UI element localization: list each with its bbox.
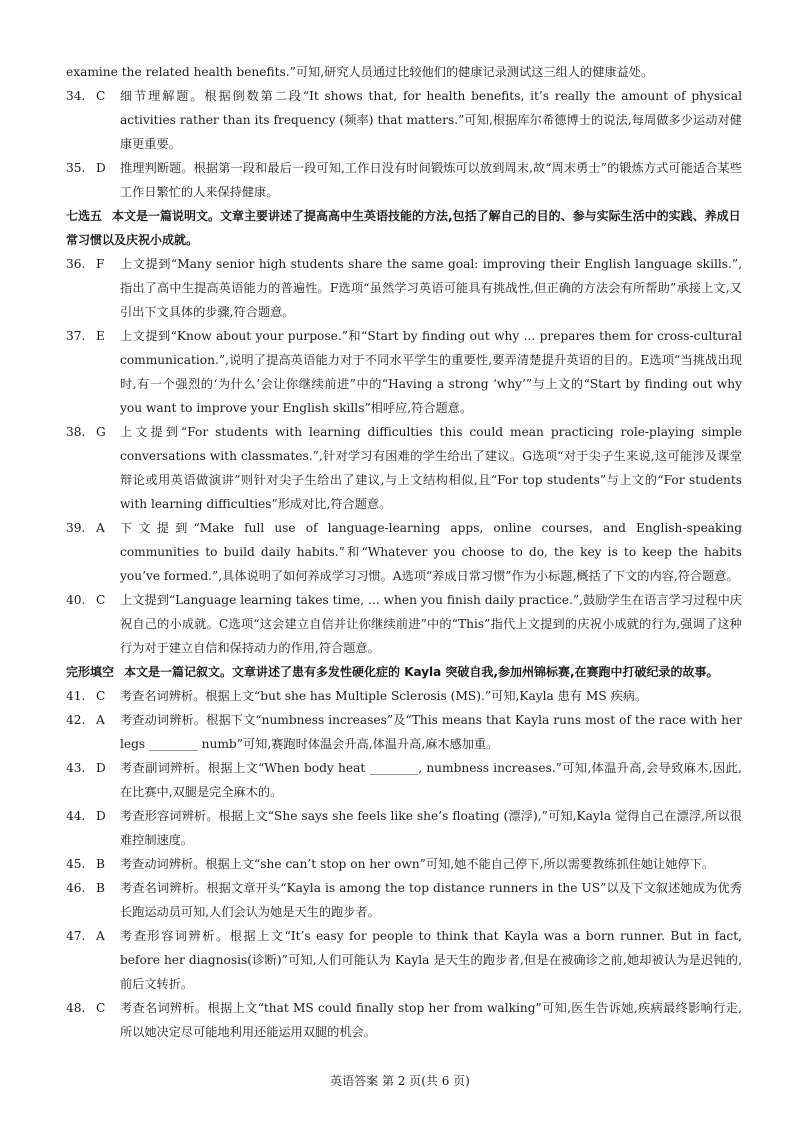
answer-letter: B (96, 881, 105, 895)
answer-item (66, 852, 742, 876)
explanation-text: 考查动词辨析。根据下文“numbness increases”及“This means that Kayla runs most of the race with her legs ________ numb”可知,赛跑时体温会升高,体温升高,麻木感加重。 (120, 713, 742, 751)
answer-item (66, 156, 742, 204)
answer-letter: A (96, 929, 105, 943)
continued-line: examine the related health benefits.”可知,研究人员通过比较他们的健康记录测试这三组人的健康益处。 (66, 65, 654, 79)
explanation-text: 考查形容词辨析。根据上文“She says she feels like she’s floating (漂浮),”可知,Kayla 觉得自己在漂浮,所以很难控制速度。 (120, 809, 742, 847)
question-number: 38. (66, 425, 86, 439)
page-footer: 英语答案 第 2 页(共 6 页) (330, 1074, 470, 1088)
answer-list-cloze (66, 684, 742, 1044)
answer-item (66, 324, 742, 420)
answer-item (66, 924, 742, 996)
explanation-text: 细节理解题。根据倒数第二段“It shows that, for health benefits, it’s really the amount of physical activities rather than its frequency (频率) that matters.”可知,根据库尔希德博士的说法,每周做多少运动对健康更重要。 (120, 89, 742, 151)
answer-letter: A (96, 521, 105, 535)
explanation-text: 下文提到“Make full use of language-learning apps, online courses, and English-speaking communities to build daily habits.”和“Whatever you choose to do, the key is to keep the habits you’ve formed.”,具体说明了如何养成学习习惯。A选项“养成日常习惯”作为小标题,概括了下文的内容,符合题意。 (120, 521, 742, 583)
answer-letter: F (96, 257, 105, 271)
explanation-text: 上文提到“Many senior high students share the same goal: improving their English language skills.”,指出了高中生提高英语能力的普遍性。F选项“虽然学习英语可能具有挑战性,但正确的方法会有所帮助”承接上文,又引出下文具体的步骤,符合题意。 (120, 257, 742, 319)
answer-letter: B (96, 857, 105, 871)
answer-item (66, 420, 742, 516)
answer-letter: C (96, 689, 106, 703)
section-tag: 完形填空 (66, 665, 115, 679)
explanation-text: 上文提到“Language learning takes time, ... when you finish daily practice.”,鼓励学生在语言学习过程中庆祝自己的小成就。C选项“这会建立自信并让你继续前进”中的“This”指代上文提到的庆祝小成就的行为,强调了这种行为对于建立自信和保持动力的作用,符合题意。 (120, 593, 742, 655)
question-number: 40. (66, 593, 86, 607)
question-number: 41. (66, 689, 86, 703)
answer-list-seven-choose-five (66, 252, 742, 660)
explanation-text: 考查副词辨析。根据上文“When body heat ________, numbness increases.”可知,体温升高,会导致麻木,因此,在比赛中,双腿是完全麻木的。 (120, 761, 742, 799)
answer-letter: G (96, 425, 106, 439)
answer-item (66, 804, 742, 852)
answer-item (66, 756, 742, 804)
explanation-text: 上文提到“For students with learning difficulties this could mean practicing role-playing simple conversations with classmates.”,针对学习有困难的学生给出了建议。G选项“对于尖子生来说,这可能涉及课堂辩论或用英语做演讲”则针对尖子生给出了建议,与上文结构相似,且“For top students”与上文的“For students with learning difficulties”形成对比,符合题意。 (120, 425, 742, 511)
answer-item (66, 588, 742, 660)
question-number: 47. (66, 929, 86, 943)
explanation-text: 考查名词辨析。根据上文“that MS could finally stop her from walking”可知,医生告诉她,疾病最终影响行走,所以她决定尽可能地利用还能运用双腿的机会。 (120, 1001, 742, 1039)
section-summary: 本文是一篇记叙文。文章讲述了患有多发性硬化症的 Kayla 突破自我,参加州锦标赛,在赛跑中打破纪录的故事。 (124, 665, 719, 679)
answer-letter: E (96, 329, 105, 343)
answer-item (66, 252, 742, 324)
answer-item (66, 708, 742, 756)
answer-letter: C (96, 89, 106, 103)
question-number: 37. (66, 329, 86, 343)
answer-letter: A (96, 713, 105, 727)
question-number: 45. (66, 857, 86, 871)
answer-item (66, 876, 742, 924)
answer-list-reading (66, 84, 742, 204)
answer-letter: D (96, 809, 106, 823)
question-number: 48. (66, 1001, 86, 1015)
question-number: 35. (66, 161, 86, 175)
explanation-text: 考查动词辨析。根据上文“she can’t stop on her own”可知,她不能自己停下,所以需要教练抓住她让她停下。 (120, 857, 714, 871)
answer-item (66, 516, 742, 588)
answer-item (66, 996, 742, 1044)
question-number: 42. (66, 713, 86, 727)
section-summary: 本文是一篇说明文。文章主要讲述了提高高中生英语技能的方法,包括了解自己的目的、参与实际生活中的实践、养成日常习惯以及庆祝小成就。 (66, 209, 741, 247)
question-number: 46. (66, 881, 86, 895)
question-number: 44. (66, 809, 86, 823)
answer-letter: D (96, 161, 106, 175)
explanation-text: 上文提到“Know about your purpose.”和“Start by finding out why ... prepares them for cross-cultural communication.”,说明了提高英语能力对于不同水平学生的重要性,要弄清楚提升英语的目的。E选项“当挑战出现时,有一个强烈的‘为什么’会让你继续前进”中的“Having a strong ‘why’”与上文的“Start by finding out why you want to improve your English skills”相呼应,符合题意。 (120, 329, 742, 415)
explanation-text: 考查名词辨析。根据上文“but she has Multiple Sclerosis (MS).”可知,Kayla 患有 MS 疾病。 (120, 689, 648, 703)
explanation-text: 考查形容词辨析。根据上文“It’s easy for people to think that Kayla was a born runner. But in fact, before her diagnosis(诊断)”可知,人们可能认为 Kayla 是天生的跑步者,但是在被确诊之前,她却被认为是迟钝的,前后文转折。 (120, 929, 742, 991)
question-number: 43. (66, 761, 86, 775)
explanation-text: 推理判断题。根据第一段和最后一段可知,工作日没有时间锻炼可以放到周末,故“周末勇士”的锻炼方式可能适合某些工作日繁忙的人来保持健康。 (120, 161, 742, 199)
answer-letter: D (96, 761, 106, 775)
section-heading-cloze (66, 660, 742, 684)
section-heading-seven-choose-five (66, 204, 742, 252)
answer-item (66, 684, 742, 708)
question-number: 36. (66, 257, 86, 271)
answer-letter: C (96, 593, 106, 607)
answer-item (66, 84, 742, 156)
question-number: 39. (66, 521, 86, 535)
section-tag: 七选五 (66, 209, 103, 223)
answer-letter: C (96, 1001, 106, 1015)
question-number: 34. (66, 89, 86, 103)
explanation-text: 考查名词辨析。根据文章开头“Kayla is among the top distance runners in the US”以及下文叙述她成为优秀长跑运动员可知,人们会认为她是天生的跑步者。 (120, 881, 742, 919)
